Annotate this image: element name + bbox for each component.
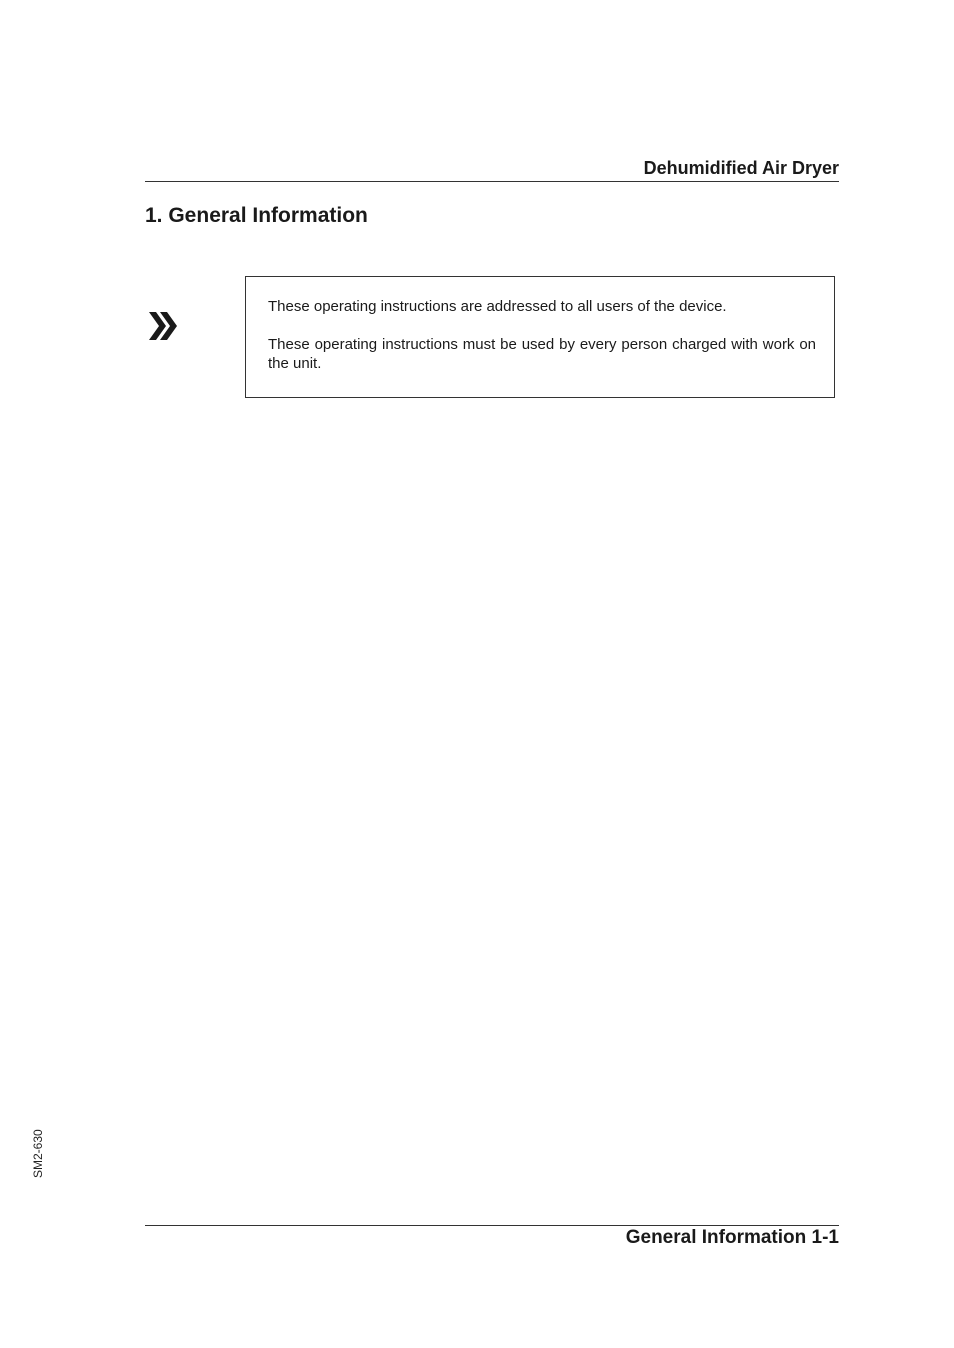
note-paragraph-2: These operating instructions must be used by every person charged with work on the unit. — [268, 336, 816, 372]
header-divider — [145, 181, 839, 182]
footer-page-label: General Information 1-1 — [625, 1227, 839, 1248]
note-box — [245, 276, 835, 398]
running-header-title: Dehumidified Air Dryer — [643, 158, 839, 178]
note-paragraph-1: These operating instructions are addressed to all users of the device. — [268, 298, 727, 315]
document-code: SM2-630 — [31, 1129, 45, 1178]
section-heading: 1. General Information — [145, 204, 368, 227]
footer-divider — [145, 1225, 839, 1226]
double-chevron-right-icon — [147, 311, 179, 341]
